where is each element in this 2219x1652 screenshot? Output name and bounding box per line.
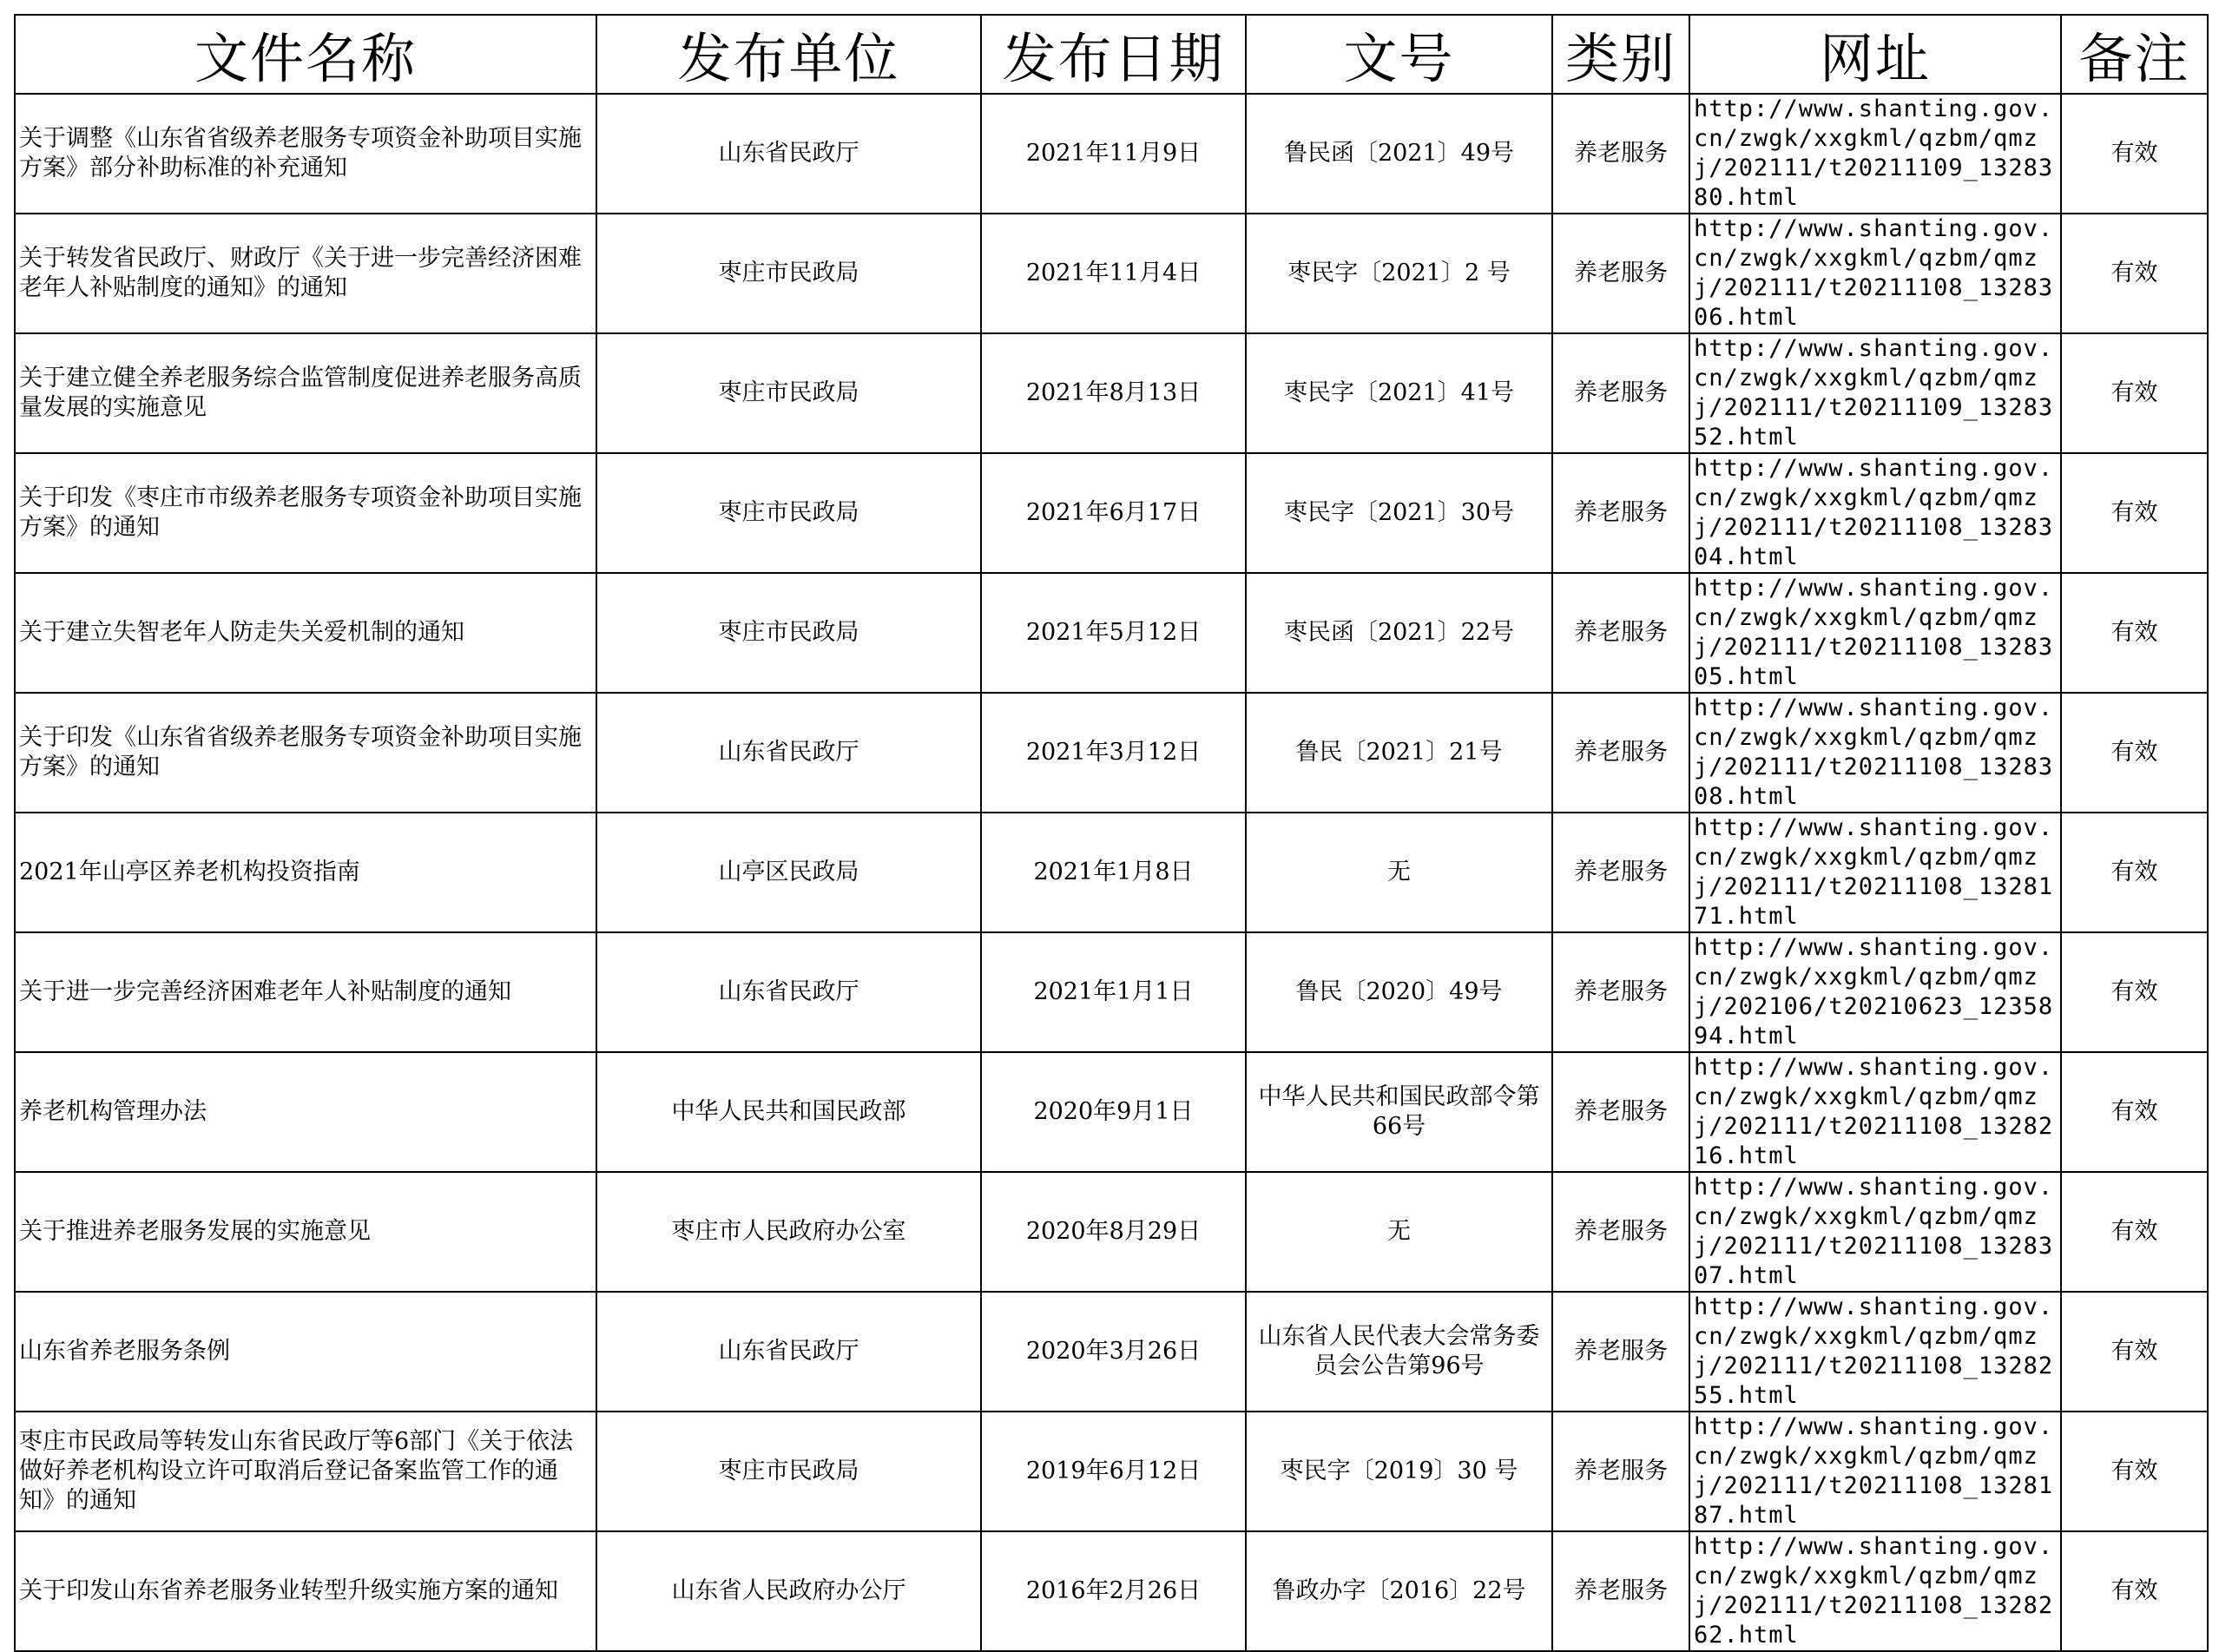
cell-issuer[interactable]: 中华人民共和国民政部 <box>596 1052 981 1172</box>
cell-doc-no[interactable]: 鲁民〔2021〕21号 <box>1246 693 1552 813</box>
cell-url[interactable] <box>1689 932 2061 1052</box>
header-url[interactable]: 网址 <box>1689 15 2061 94</box>
cell-name[interactable]: 关于印发《山东省省级养老服务专项资金补助项目实施方案》的通知 <box>15 693 596 813</box>
cell-doc-no[interactable]: 鲁民函〔2021〕49号 <box>1246 94 1552 214</box>
cell-category[interactable]: 养老服务 <box>1552 693 1689 813</box>
cell-url[interactable] <box>1689 573 2061 693</box>
cell-doc-no[interactable]: 枣民函〔2021〕22号 <box>1246 573 1552 693</box>
cell-issuer[interactable]: 山东省人民政府办公厅 <box>596 1531 981 1651</box>
cell-date[interactable]: 2021年5月12日 <box>981 573 1246 693</box>
cell-remark[interactable]: 有效 <box>2061 1412 2208 1531</box>
cell-date[interactable]: 2021年6月17日 <box>981 453 1246 573</box>
table-row <box>15 1412 2208 1531</box>
cell-date[interactable]: 2021年1月8日 <box>981 813 1246 932</box>
table-row <box>15 932 2208 1052</box>
cell-doc-no[interactable]: 枣民字〔2021〕41号 <box>1246 333 1552 453</box>
table-row <box>15 813 2208 932</box>
cell-name[interactable]: 关于印发《枣庄市市级养老服务专项资金补助项目实施方案》的通知 <box>15 453 596 573</box>
cell-remark[interactable]: 有效 <box>2061 1531 2208 1651</box>
cell-issuer[interactable]: 山东省民政厅 <box>596 1292 981 1412</box>
cell-url[interactable] <box>1689 1052 2061 1172</box>
header-category[interactable]: 类别 <box>1552 15 1689 94</box>
cell-doc-no[interactable]: 鲁民〔2020〕49号 <box>1246 932 1552 1052</box>
url-text[interactable]: http://www.shanting.gov.cn/zwgk/xxgkml/qzbm/qmzj/202111/t20211108_1328304.html <box>1694 455 2054 570</box>
table-row <box>15 1172 2208 1292</box>
cell-date[interactable]: 2021年11月9日 <box>981 94 1246 214</box>
cell-remark[interactable]: 有效 <box>2061 333 2208 453</box>
cell-remark[interactable]: 有效 <box>2061 1172 2208 1292</box>
cell-remark[interactable]: 有效 <box>2061 1292 2208 1412</box>
cell-remark[interactable]: 有效 <box>2061 693 2208 813</box>
cell-url[interactable] <box>1689 813 2061 932</box>
cell-url[interactable] <box>1689 693 2061 813</box>
cell-issuer[interactable]: 枣庄市民政局 <box>596 453 981 573</box>
cell-name[interactable]: 关于建立失智老年人防走失关爱机制的通知 <box>15 573 596 693</box>
cell-url[interactable] <box>1689 94 2061 214</box>
cell-remark[interactable]: 有效 <box>2061 453 2208 573</box>
cell-doc-no[interactable]: 中华人民共和国民政部令第66号 <box>1246 1052 1552 1172</box>
cell-name[interactable]: 关于印发山东省养老服务业转型升级实施方案的通知 <box>15 1531 596 1651</box>
cell-date[interactable]: 2021年3月12日 <box>981 693 1246 813</box>
cell-category[interactable]: 养老服务 <box>1552 214 1689 333</box>
cell-name[interactable]: 关于推进养老服务发展的实施意见 <box>15 1172 596 1292</box>
cell-doc-no[interactable]: 鲁政办字〔2016〕22号 <box>1246 1531 1552 1651</box>
cell-issuer[interactable]: 枣庄市民政局 <box>596 1412 981 1531</box>
header-row <box>15 15 2208 94</box>
cell-issuer[interactable]: 枣庄市民政局 <box>596 214 981 333</box>
url-text[interactable]: http://www.shanting.gov.cn/zwgk/xxgkml/qzbm/qmzj/202111/t20211108_1328308.html <box>1694 694 2054 810</box>
cell-remark[interactable]: 有效 <box>2061 214 2208 333</box>
url-text[interactable]: http://www.shanting.gov.cn/zwgk/xxgkml/qzbm/qmzj/202111/t20211108_1328171.html <box>1694 814 2054 930</box>
url-text[interactable]: http://www.shanting.gov.cn/zwgk/xxgkml/qzbm/qmzj/202111/t20211109_1328352.html <box>1694 335 2054 451</box>
cell-url[interactable] <box>1689 214 2061 333</box>
header-issuer[interactable]: 发布单位 <box>596 15 981 94</box>
cell-remark[interactable]: 有效 <box>2061 1052 2208 1172</box>
cell-category[interactable]: 养老服务 <box>1552 1412 1689 1531</box>
url-text[interactable]: http://www.shanting.gov.cn/zwgk/xxgkml/qzbm/qmzj/202111/t20211108_1328216.html <box>1694 1054 2054 1169</box>
cell-category[interactable]: 养老服务 <box>1552 1531 1689 1651</box>
cell-issuer[interactable]: 山东省民政厅 <box>596 693 981 813</box>
cell-url[interactable] <box>1689 1292 2061 1412</box>
url-text[interactable]: http://www.shanting.gov.cn/zwgk/xxgkml/qzbm/qmzj/202111/t20211108_1328187.html <box>1694 1413 2054 1529</box>
cell-issuer[interactable]: 山东省民政厅 <box>596 932 981 1052</box>
url-text[interactable]: http://www.shanting.gov.cn/zwgk/xxgkml/qzbm/qmzj/202111/t20211108_1328307.html <box>1694 1174 2054 1289</box>
cell-url[interactable] <box>1689 453 2061 573</box>
cell-issuer[interactable]: 枣庄市民政局 <box>596 573 981 693</box>
table-row <box>15 1052 2208 1172</box>
cell-category[interactable]: 养老服务 <box>1552 453 1689 573</box>
policy-table <box>14 14 2209 1652</box>
cell-name[interactable]: 枣庄市民政局等转发山东省民政厅等6部门《关于依法做好养老机构设立许可取消后登记备案监管工作的通知》的通知 <box>15 1412 596 1531</box>
cell-doc-no[interactable]: 枣民字〔2021〕2 号 <box>1246 214 1552 333</box>
cell-issuer[interactable]: 枣庄市民政局 <box>596 333 981 453</box>
url-text[interactable]: http://www.shanting.gov.cn/zwgk/xxgkml/qzbm/qmzj/202111/t20211108_1328262.html <box>1694 1533 2054 1649</box>
cell-remark[interactable]: 有效 <box>2061 932 2208 1052</box>
cell-date[interactable]: 2020年3月26日 <box>981 1292 1246 1412</box>
cell-name[interactable]: 关于转发省民政厅、财政厅《关于进一步完善经济困难老年人补贴制度的通知》的通知 <box>15 214 596 333</box>
cell-category[interactable]: 养老服务 <box>1552 573 1689 693</box>
cell-name[interactable]: 2021年山亭区养老机构投资指南 <box>15 813 596 932</box>
table-body <box>15 94 2208 1651</box>
cell-issuer[interactable]: 山亭区民政局 <box>596 813 981 932</box>
url-text[interactable]: http://www.shanting.gov.cn/zwgk/xxgkml/qzbm/qmzj/202111/t20211108_1328255.html <box>1694 1293 2054 1409</box>
cell-remark[interactable]: 有效 <box>2061 573 2208 693</box>
table-row <box>15 693 2208 813</box>
url-text[interactable]: http://www.shanting.gov.cn/zwgk/xxgkml/qzbm/qmzj/202111/t20211109_1328380.html <box>1694 95 2054 211</box>
cell-date[interactable]: 2021年1月1日 <box>981 932 1246 1052</box>
header-remark[interactable]: 备注 <box>2061 15 2208 94</box>
spreadsheet-sheet <box>14 14 2209 1652</box>
cell-url[interactable] <box>1689 333 2061 453</box>
cell-doc-no[interactable]: 无 <box>1246 813 1552 932</box>
cell-name[interactable]: 关于调整《山东省省级养老服务专项资金补助项目实施方案》部分补助标准的补充通知 <box>15 94 596 214</box>
table-row <box>15 1292 2208 1412</box>
cell-remark[interactable]: 有效 <box>2061 813 2208 932</box>
cell-category[interactable]: 养老服务 <box>1552 813 1689 932</box>
cell-remark[interactable]: 有效 <box>2061 94 2208 214</box>
cell-name[interactable]: 山东省养老服务条例 <box>15 1292 596 1412</box>
cell-url[interactable] <box>1689 1531 2061 1651</box>
cell-category[interactable]: 养老服务 <box>1552 1172 1689 1292</box>
cell-category[interactable]: 养老服务 <box>1552 932 1689 1052</box>
cell-url[interactable] <box>1689 1412 2061 1531</box>
cell-category[interactable]: 养老服务 <box>1552 94 1689 214</box>
header-date[interactable]: 发布日期 <box>981 15 1246 94</box>
url-text[interactable]: http://www.shanting.gov.cn/zwgk/xxgkml/qzbm/qmzj/202111/t20211108_1328305.html <box>1694 575 2054 690</box>
url-text[interactable]: http://www.shanting.gov.cn/zwgk/xxgkml/qzbm/qmzj/202106/t20210623_1235894.html <box>1694 934 2054 1050</box>
cell-url[interactable] <box>1689 1172 2061 1292</box>
table-row <box>15 214 2208 333</box>
table-row <box>15 1531 2208 1651</box>
table-row <box>15 94 2208 214</box>
cell-name[interactable]: 关于建立健全养老服务综合监管制度促进养老服务高质量发展的实施意见 <box>15 333 596 453</box>
url-text[interactable]: http://www.shanting.gov.cn/zwgk/xxgkml/qzbm/qmzj/202111/t20211108_1328306.html <box>1694 215 2054 331</box>
cell-date[interactable]: 2021年11月4日 <box>981 214 1246 333</box>
table-row <box>15 573 2208 693</box>
cell-doc-no[interactable]: 枣民字〔2019〕30 号 <box>1246 1412 1552 1531</box>
cell-date[interactable]: 2016年2月26日 <box>981 1531 1246 1651</box>
header-doc-no[interactable]: 文号 <box>1246 15 1552 94</box>
cell-doc-no[interactable]: 山东省人民代表大会常务委员会公告第96号 <box>1246 1292 1552 1412</box>
cell-category[interactable]: 养老服务 <box>1552 333 1689 453</box>
cell-category[interactable]: 养老服务 <box>1552 1292 1689 1412</box>
cell-issuer[interactable]: 山东省民政厅 <box>596 94 981 214</box>
cell-date[interactable]: 2020年8月29日 <box>981 1172 1246 1292</box>
cell-date[interactable]: 2021年8月13日 <box>981 333 1246 453</box>
cell-category[interactable]: 养老服务 <box>1552 1052 1689 1172</box>
cell-doc-no[interactable]: 枣民字〔2021〕30号 <box>1246 453 1552 573</box>
table-row <box>15 333 2208 453</box>
cell-date[interactable]: 2019年6月12日 <box>981 1412 1246 1531</box>
cell-name[interactable]: 养老机构管理办法 <box>15 1052 596 1172</box>
header-name[interactable]: 文件名称 <box>15 15 596 94</box>
cell-name[interactable]: 关于进一步完善经济困难老年人补贴制度的通知 <box>15 932 596 1052</box>
cell-doc-no[interactable]: 无 <box>1246 1172 1552 1292</box>
cell-issuer[interactable]: 枣庄市人民政府办公室 <box>596 1172 981 1292</box>
table-row <box>15 453 2208 573</box>
cell-date[interactable]: 2020年9月1日 <box>981 1052 1246 1172</box>
